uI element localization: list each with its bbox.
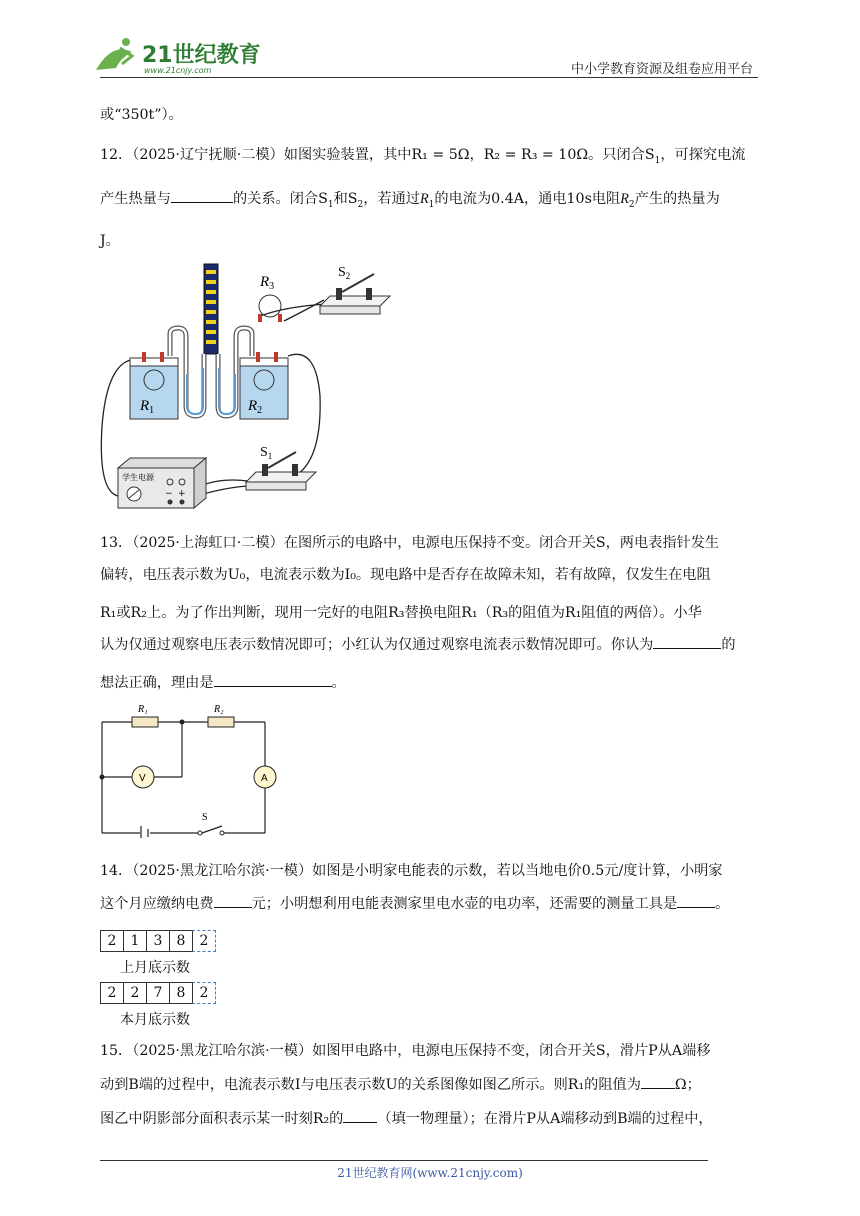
q13-line2: 偏转，电压表示数为U₀，电流表示数为I₀。现电路中是否存在故障未知，若有故障，仅发生在电阻 (100, 567, 711, 583)
header-platform-text: 中小学教育资源及组卷应用平台 (571, 62, 754, 77)
q12-formula-r1: R₁ = 5Ω (411, 147, 470, 163)
q12-label-r1: R (140, 398, 150, 414)
logo-sub: www.21cnjy.com (144, 66, 212, 75)
q13-line3: R₁或R₂上。为了作出判断，现用一完好的电阻R₃替换电阻R₁（R₃的阻值为R₁阻值的两倍）。小华 (100, 605, 702, 621)
q13-line1: 13．（2025·上海虹口·二模）在图所示的电路中，电源电压保持不变。闭合开关S，两电表指针发生 (100, 535, 720, 551)
q12-apparatus-figure (98, 256, 398, 518)
q13-label-r2: R₂ (214, 704, 224, 715)
svg-text:R3: $R_3$ (260, 274, 275, 292)
q14-line2: 这个月应缴纳电费 元；小明想利用电能表测家里电水壶的电功率，还需要的测量工具是 。 (100, 889, 764, 919)
q13-label-s: S (202, 812, 208, 823)
site-logo (92, 34, 262, 76)
q13-label-a: A (261, 773, 268, 784)
meter-last-month-label: 上月底示数 (120, 960, 190, 976)
meter-this-month-label: 本月底示数 (120, 1012, 190, 1028)
svg-text:−: − (165, 489, 173, 499)
q15-blank-1[interactable] (641, 1074, 675, 1089)
q15-line3: 图乙中阴影部分面积表示某一时刻R₂的 （填一物理量）；在滑片P从A端移动到B端的过程中， (100, 1104, 764, 1134)
svg-text:S2: $S_2$ (338, 265, 351, 281)
q13-label-v: V (139, 773, 146, 784)
q12-label-power: 学生电源 (122, 473, 154, 482)
q12-label-r3: R (260, 274, 270, 290)
q12-formula-r23: R₂ = R₃ = 10Ω (483, 147, 589, 163)
q15-blank-2[interactable] (343, 1108, 377, 1123)
q14-blank-2[interactable] (677, 893, 715, 908)
footer-text: 21世纪教育网(www.21cnjy.com) (337, 1166, 523, 1180)
q12-label-s1: S (260, 445, 268, 460)
q13-circuit-figure (98, 700, 278, 838)
q12-line3: J。 (100, 233, 120, 249)
continuation-text: 或“350t”）。 (100, 107, 183, 123)
logo-text: 21世纪教育 (142, 43, 261, 68)
footer-rule (100, 1160, 708, 1161)
q12-line2: 产生热量与 的关系。闭合$S_1$和$S_2$，若通过$R_1$的电流为0.4A，通电10s电阻$R_2$产生的热量为 (100, 184, 764, 220)
q12-label-r2: R (248, 398, 258, 414)
q15-line1: 15．（2025·黑龙江哈尔滨·一模）如图甲电路中，电源电压保持不变，闭合开关S，滑片P从A端移 (100, 1043, 711, 1059)
meter-this-month: 2 2 7 8 2 (100, 982, 216, 1004)
q12-label-s2: S (338, 265, 346, 280)
header-rule (100, 77, 758, 78)
svg-text:+: + (178, 489, 186, 499)
q14-blank-1[interactable] (214, 893, 252, 908)
q13-line4: 认为仅通过观察电压表示数情况即可；小红认为仅通过观察电流表示数情况即可。你认为 的 (100, 630, 764, 660)
q13-label-r1: R₁ (138, 704, 148, 715)
q15-line2: 动到B端的过程中，电流表示数I与电压表示数U的关系图像如图乙所示。则R₁的阻值为 Ω； (100, 1070, 764, 1100)
q13-blank-1[interactable] (653, 634, 721, 649)
svg-text:R2: $R_2$ (248, 398, 263, 416)
meter-last-month: 2 1 3 8 2 (100, 930, 216, 952)
svg-text:S1: $S_1$ (260, 445, 273, 461)
q14-line1: 14．（2025·黑龙江哈尔滨·一模）如图是小明家电能表的示数，若以当地电价0.5元/度计算，小明家 (100, 863, 723, 879)
q12-line1: 12．（2025·辽宁抚顺·二模）如图实验装置，其中R₁ = 5Ω，R₂ = R₃ = 10Ω。只闭合$S_1$，可探究电流 (100, 147, 746, 166)
svg-text:R1: $R_1$ (140, 398, 155, 416)
q13-line5: 想法正确，理由是 。 (100, 668, 764, 698)
q13-blank-2[interactable] (214, 672, 332, 687)
q12-blank-1[interactable] (171, 188, 233, 203)
